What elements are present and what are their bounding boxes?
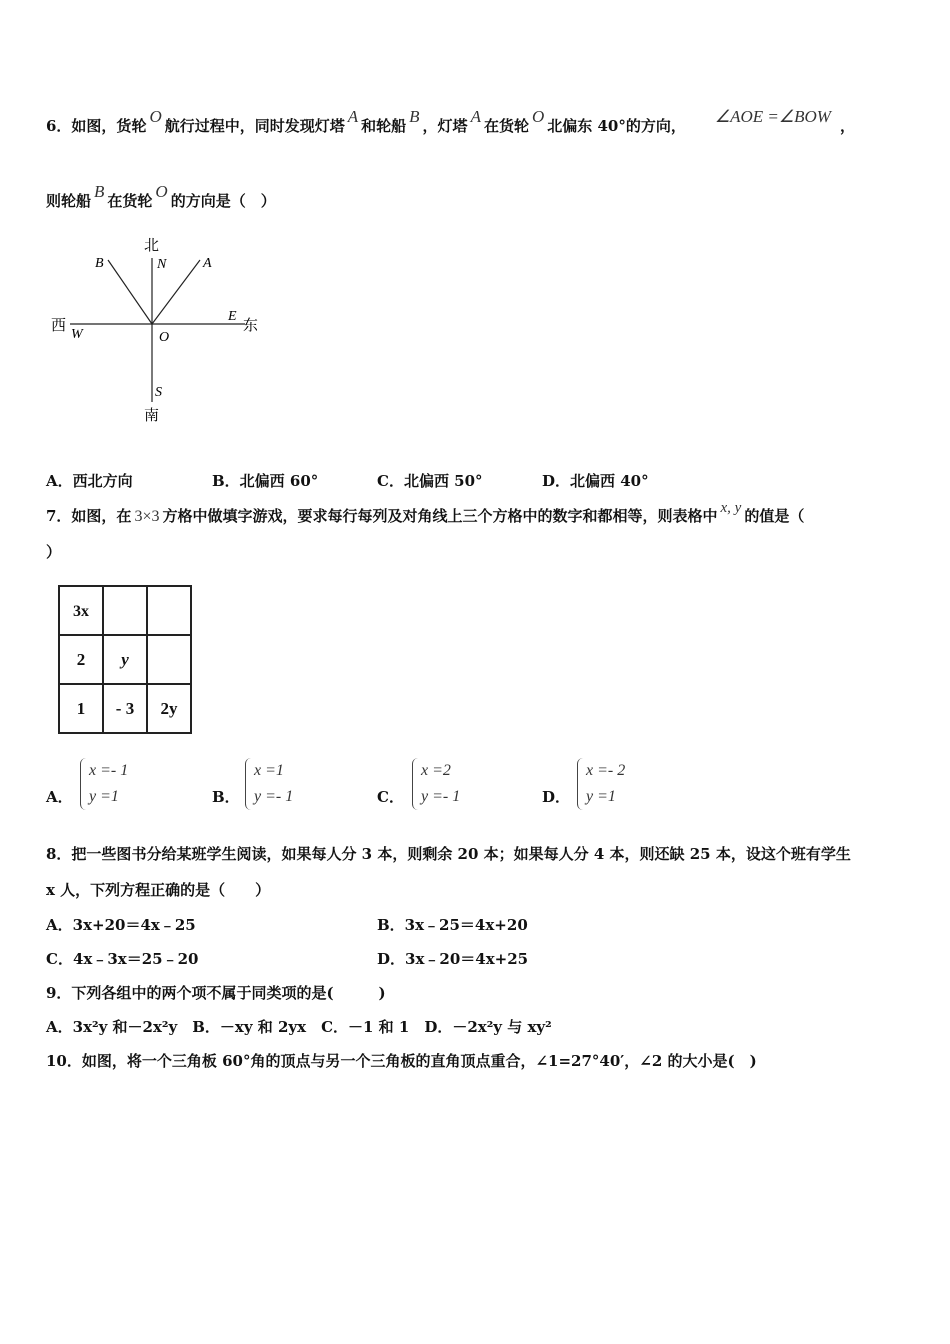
equation-y: y =1 xyxy=(89,788,119,805)
grid-cell xyxy=(59,684,103,733)
ray-ob xyxy=(108,260,152,324)
brace-icon xyxy=(412,758,419,810)
brace-icon xyxy=(80,758,87,810)
q7-option-b-system xyxy=(245,758,325,812)
label-south: 南 xyxy=(144,406,160,424)
equation-y: y =1 xyxy=(586,788,616,805)
q6-text: 航行过程中，同时发现灯塔 xyxy=(164,117,345,135)
q6-line2 xyxy=(46,182,276,211)
grid-cell xyxy=(103,586,147,635)
q6-text: 和轮船 xyxy=(361,117,407,135)
grid-cell-value: 2 xyxy=(76,649,86,669)
q7-option-d-label: D． xyxy=(542,788,571,806)
q7-option-a-label: A． xyxy=(46,788,73,806)
q7-line1 xyxy=(46,500,805,526)
brace-icon xyxy=(245,758,252,810)
equation-x: x =2 xyxy=(421,762,451,779)
q6-text: 在货轮 xyxy=(483,117,529,135)
brace-icon xyxy=(577,758,584,810)
q6-line1 xyxy=(46,107,855,136)
q6-option-b: B．北偏西 60° xyxy=(212,472,319,490)
q6-var: O xyxy=(155,182,168,201)
q6-var: A xyxy=(470,107,481,126)
q7-vars: x, y xyxy=(720,500,742,516)
q6-var: O xyxy=(149,107,162,126)
q6-option-d: D．北偏西 40° xyxy=(542,472,649,490)
q7-option-d-system xyxy=(577,758,657,812)
label-n: N xyxy=(157,257,167,272)
grid-cell-value: 1 xyxy=(76,698,86,718)
q6-compass-figure xyxy=(45,230,275,430)
q6-text: ， xyxy=(839,117,855,135)
q7-text: 的值是（ xyxy=(744,507,805,525)
equation-y: y =- 1 xyxy=(254,788,294,805)
equation-x: x =1 xyxy=(254,762,284,779)
q8-option-d: D．3x﹣20＝4x+25 xyxy=(377,950,529,968)
q7-option-c-label: C． xyxy=(377,788,404,806)
q7-text: 方格中做填字游戏，要求每行每列及对角线上三个方格中的数字和都相等，则表格中 xyxy=(162,507,718,525)
q6-text: 6．如图，货轮 xyxy=(46,117,147,135)
grid-cell-value: 2y xyxy=(160,698,178,718)
grid-cell xyxy=(103,635,147,684)
q7-option-b-label: B． xyxy=(212,788,240,806)
q6-var: O xyxy=(531,107,545,126)
equation-x: x =- 2 xyxy=(586,762,626,779)
q9-text: 9．下列各组中的两个项不属于同类项的是( ) xyxy=(46,984,386,1002)
q8-option-c: C．4x﹣3x＝25﹣20 xyxy=(46,950,199,968)
q7-option-a-system xyxy=(80,758,160,812)
label-e: E xyxy=(228,309,237,324)
label-o: O xyxy=(159,330,170,345)
q6-text: 在货轮 xyxy=(107,192,153,210)
q6-text: 北偏东 40°的方向， xyxy=(547,117,686,135)
grid-cell-value: 3x xyxy=(73,602,89,620)
grid-cell xyxy=(147,635,191,684)
grid-cell xyxy=(103,684,147,733)
q7-grid-size: 3×3 xyxy=(134,508,160,525)
grid-row xyxy=(59,586,191,635)
q8-line2: x 人，下列方程正确的是（ ） xyxy=(46,881,271,899)
grid-cell xyxy=(59,586,103,635)
grid-cell xyxy=(147,684,191,733)
q8-line1: 8．把一些图书分给某班学生阅读，如果每人分 3 本，则剩余 20 本；如果每人分 4 本，则还缺 25 本，设这个班有学生 xyxy=(46,845,851,863)
grid-cell-value: - 3 xyxy=(115,698,135,718)
q6-text: 的方向是（ ） xyxy=(170,192,276,210)
q6-var: B xyxy=(409,107,420,126)
q6-option-a: A．西北方向 xyxy=(46,472,133,490)
label-east: 东 xyxy=(243,316,259,334)
q9-options: A．3x²y 和－2x²y B．－xy 和 2yx C．－1 和 1 D．－2x²y 与 xy² xyxy=(46,1018,552,1036)
q7-line2: ） xyxy=(46,543,62,561)
q7-magic-grid xyxy=(58,585,192,734)
q6-option-c: C．北偏西 50° xyxy=(377,472,483,490)
q6-var: B xyxy=(94,182,105,201)
q7-text: 7．如图，在 xyxy=(46,507,132,525)
q6-var: A xyxy=(347,107,359,126)
q10-text: 10．如图，将一个三角板 60°角的顶点与另一个三角板的直角顶点重合，∠1=27°40′，∠2 的大小是( ) xyxy=(46,1052,757,1070)
q6-text: ，灯塔 xyxy=(422,117,468,135)
grid-cell xyxy=(147,586,191,635)
equation-y: y =- 1 xyxy=(421,788,461,805)
label-w: W xyxy=(71,327,83,342)
label-north: 北 xyxy=(144,236,160,254)
q6-text: 则轮船 xyxy=(46,192,92,210)
grid-cell xyxy=(59,635,103,684)
q8-option-a: A．3x+20＝4x﹣25 xyxy=(46,916,196,934)
label-b: B xyxy=(95,256,104,271)
label-west: 西 xyxy=(51,316,67,334)
grid-row xyxy=(59,635,191,684)
label-s: S xyxy=(155,385,162,400)
equation-x: x =- 1 xyxy=(89,762,129,779)
q8-option-b: B．3x﹣25＝4x+20 xyxy=(377,916,528,934)
label-a: A xyxy=(203,256,212,271)
grid-row xyxy=(59,684,191,733)
grid-cell-value: y xyxy=(121,649,129,669)
q7-option-c-system xyxy=(412,758,492,812)
q6-angle-condition: ∠AOE =∠BOW xyxy=(714,107,831,126)
